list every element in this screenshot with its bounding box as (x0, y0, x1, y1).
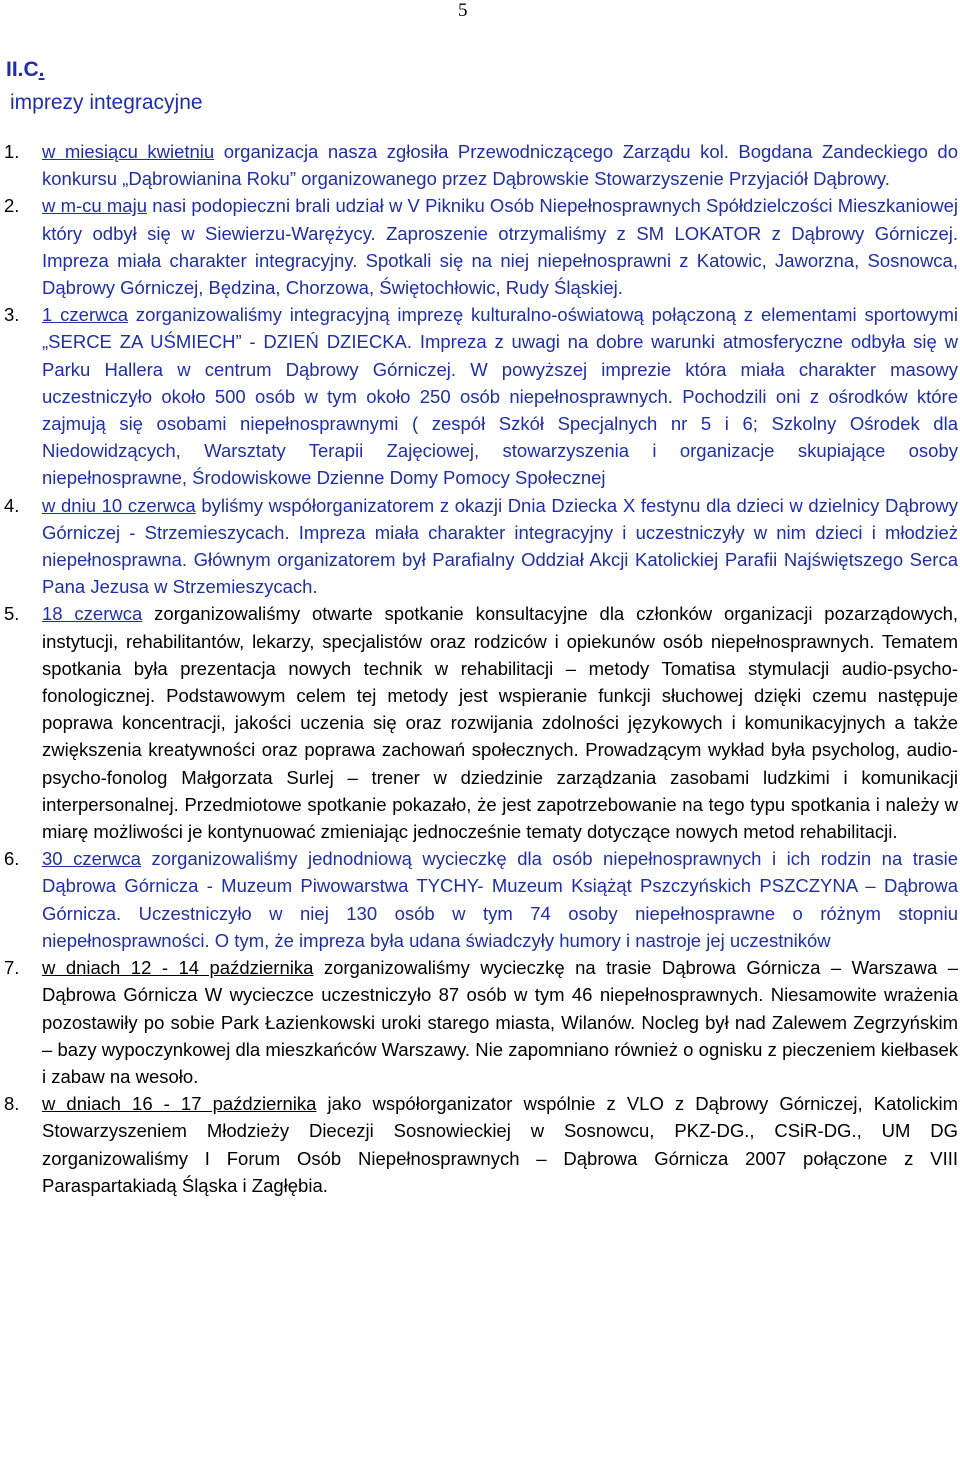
item-number: 7. (4, 957, 20, 979)
events-list (0, 138, 960, 1199)
item-date: w miesiącu kwietniu (42, 141, 215, 162)
list-item (0, 845, 960, 954)
list-item (0, 492, 960, 601)
item-text (42, 845, 958, 954)
item-description: zorganizowaliśmy wycieczkę na trasie Dąbrowa Górnicza – Warszawa – Dąbrowa Górnicza W wycieczce uczestniczyło 87 osób w tym 46 niepełnosprawnych. Niesamowite wrażenia pozostawiły po sobie Park Łazienkowski uroki starego miasta, Wilanów. Nocleg był nad Zalewem Zegrzyńskim – bazy wypoczynkowej dla mieszkańców Warszawy. Nie zapomniano również o ognisku z pieczeniem kiełbasek i zabaw na wesoło. (42, 957, 958, 1087)
item-number: 4. (4, 494, 20, 516)
item-date: w m-cu maju (42, 195, 147, 217)
list-item (0, 192, 960, 301)
item-text (42, 600, 958, 845)
item-description: organizacja nasza zgłosiła Przewodniczącego Zarządu kol. Bogdana Zandeckiego do konkursu „Dąbrowianina Roku” organizowanego przez Dąbrowskie Stowarzyszenie Przyjaciół Dąbrowy. (42, 141, 958, 190)
item-number: 8. (4, 1093, 20, 1115)
list-item (0, 1090, 960, 1199)
item-date: w dniach 16 - 17 października (42, 1093, 317, 1115)
list-item (0, 138, 960, 192)
item-date: 30 czerwca (42, 848, 141, 870)
section-code (6, 58, 45, 82)
item-text (42, 192, 958, 301)
section-code-text: II.C (6, 58, 39, 81)
item-text (42, 138, 958, 192)
item-date: 1 czerwca (42, 304, 129, 326)
item-description: zorganizowaliśmy jednodniową wycieczkę dla osób niepełnosprawnych i ich rodzin na trasie Dąbrowa Górnicza - Muzeum Piwowarstwa TYCHY- Muzeum Książąt Pszczyńskich PSZCZYNA – Dąbrowa Górnicza. Uczestniczyło w niej 130 osób w tym 74 osoby niepełnosprawne o różnym stopniu niepełnosprawności. O tym, że impreza była udana świadczyły humory i nastroje jej uczestników (42, 848, 958, 951)
item-number: 1. (4, 141, 20, 162)
item-date: w dniu 10 czerwca (42, 494, 196, 516)
item-number: 2. (4, 195, 20, 217)
item-description: nasi podopieczni brali udział w V Pikniku Osób Niepełnosprawnych Spółdzielczości Mieszkaniowej który odbył się w Siewierzu-Warężycy. Zaproszenie otrzymaliśmy z SM LOKATOR z Dąbrowy Górniczej. Impreza miała charakter integracyjny. Spotkali się na niej niepełnosprawni z Katowic, Jaworzna, Sosnowca, Dąbrowy Górniczej, Będzina, Chorzowa, Świętochłowic, Rudy Śląskiej. (42, 195, 958, 299)
item-description: byliśmy współorganizatorem z okazji Dnia Dziecka X festynu dla dzieci w dzielnicy Dąbrowy Górniczej - Strzemieszycach. Impreza miała charakter integracyjny i uczestniczyły w nim dzieci i młodzież niepełnosprawna. Głównym organizatorem był Parafialny Oddział Akcji Katolickiej Parafii Najświętszego Serca Pana Jezusa w Strzemieszycach. (42, 494, 958, 598)
item-text (42, 1090, 958, 1199)
item-number: 5. (4, 603, 20, 625)
list-item (0, 954, 960, 1090)
list-item (0, 301, 960, 491)
item-number: 3. (4, 304, 20, 326)
item-text (42, 492, 958, 601)
item-description: jako współorganizator wspólnie z VLO z Dąbrowy Górniczej, Katolickim Stowarzyszeniem Młodzieży Diecezji Sosnowieckiej w Sosnowcu, PKZ-DG., CSiR-DG., UM DG zorganizowaliśmy I Forum Osób Niepełnosprawnych – Dąbrowa Górnicza 2007 połączone z VIII Paraspartakiadą Śląska i Zagłębia. (42, 1093, 958, 1196)
item-date: w dniach 12 - 14 października (42, 957, 314, 979)
section-title: imprezy integracyjne (10, 91, 203, 114)
page-number: 5 (458, 0, 468, 21)
item-description: zorganizowaliśmy integracyjną imprezę kulturalno-oświatową połączoną z elementami sportowymi „SERCE ZA UŚMIECH” - DZIEŃ DZIECKA. Impreza z uwagi na dobre warunki atmosferyczne odbyła się w Parku Hallera w centrum Dąbrowy Górniczej. W powyższej imprezie która miała charakter masowy uczestniczyło około 500 osób w tym około 250 osób niepełnosprawnych. Pochodzili oni z ośrodków które zajmują się osobami niepełnosprawnymi ( zespół Szkół Specjalnych nr 5 i 6; Szkolny Ośrodek dla Niedowidzących, Warsztaty Terapii Zajęciowej, stowarzyszenia i organizacje skupiające osoby niepełnosprawne, Środowiskowe Dzienne Domy Pomocy Społecznej (42, 304, 959, 489)
list-item (0, 600, 960, 845)
item-description: zorganizowaliśmy otwarte spotkanie konsultacyjne dla członków organizacji pozarządowych, instytucji, rehabilitantów, lekarzy, specjalistów oraz rodziców i opiekunów osób niepełnosprawnych. Tematem spotkania była prezentacja nowych technik w rehabilitacji – metody Tomatisa stymulacji audio-psycho-fonologicznej. Podstawowym celem tej metody jest wspieranie funkcji słuchowej dzięki czemu następuje poprawa koncentracji, jakości uczenia się oraz rozwijania zdolności językowych i komunikacyjnych a także zwiększenia kreatywności oraz poprawa zachowań społecznych. Prowadzącym wykład była psycholog, audio-psycho-fonolog Małgorzata Surlej – trener w dziedzinie zarządzania zasobami ludzkimi i komunikacji interpersonalnej. Przedmiotowe spotkanie pokazało, że jest zapotrzebowanie na tego typu spotkania i należy w miarę możliwości je kontynuować zmieniając jednocześnie tematy dotyczące nowych metod rehabilitacji. (42, 603, 958, 843)
item-text (42, 301, 958, 491)
section-code-suffix: . (38, 58, 45, 81)
item-text (42, 954, 958, 1090)
item-date: 18 czerwca (42, 603, 143, 625)
item-number: 6. (4, 848, 20, 870)
